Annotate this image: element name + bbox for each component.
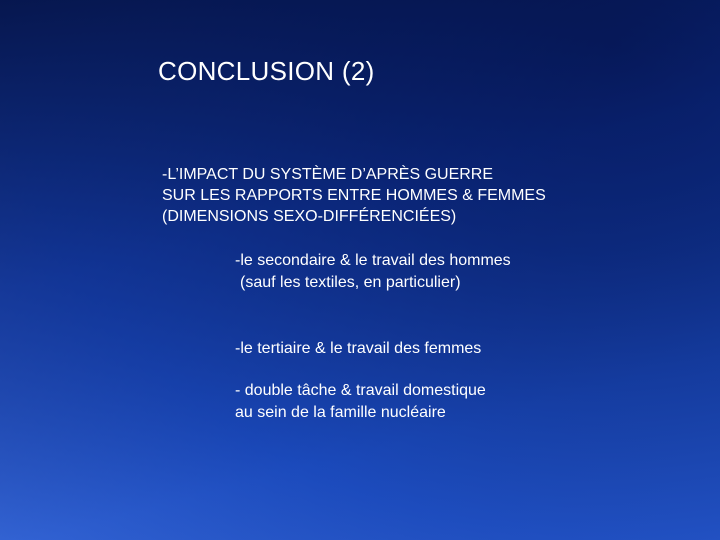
bullet-line: au sein de la famille nucléaire <box>235 404 446 421</box>
heading-line: -L’IMPACT DU SYSTÈME D’APRÈS GUERRE <box>162 166 494 183</box>
bullet-secondary-sector <box>235 250 511 294</box>
heading-line: SUR LES RAPPORTS ENTRE HOMMES & FEMMES <box>162 187 546 204</box>
bullet-line: -le secondaire & le travail des hommes <box>235 252 511 269</box>
heading-line: (DIMENSIONS SEXO-DIFFÉRENCIÉES) <box>162 208 457 225</box>
bullet-line: (sauf les textiles, en particulier) <box>240 274 461 291</box>
slide-title: CONCLUSION (2) <box>158 56 375 86</box>
bullet-line: - double tâche & travail domestique <box>235 382 486 399</box>
section-heading <box>162 164 546 227</box>
bullet-line: -le tertiaire & le travail des femmes <box>235 340 482 357</box>
bullet-double-task <box>235 380 486 424</box>
bullet-tertiary-sector <box>235 338 481 360</box>
